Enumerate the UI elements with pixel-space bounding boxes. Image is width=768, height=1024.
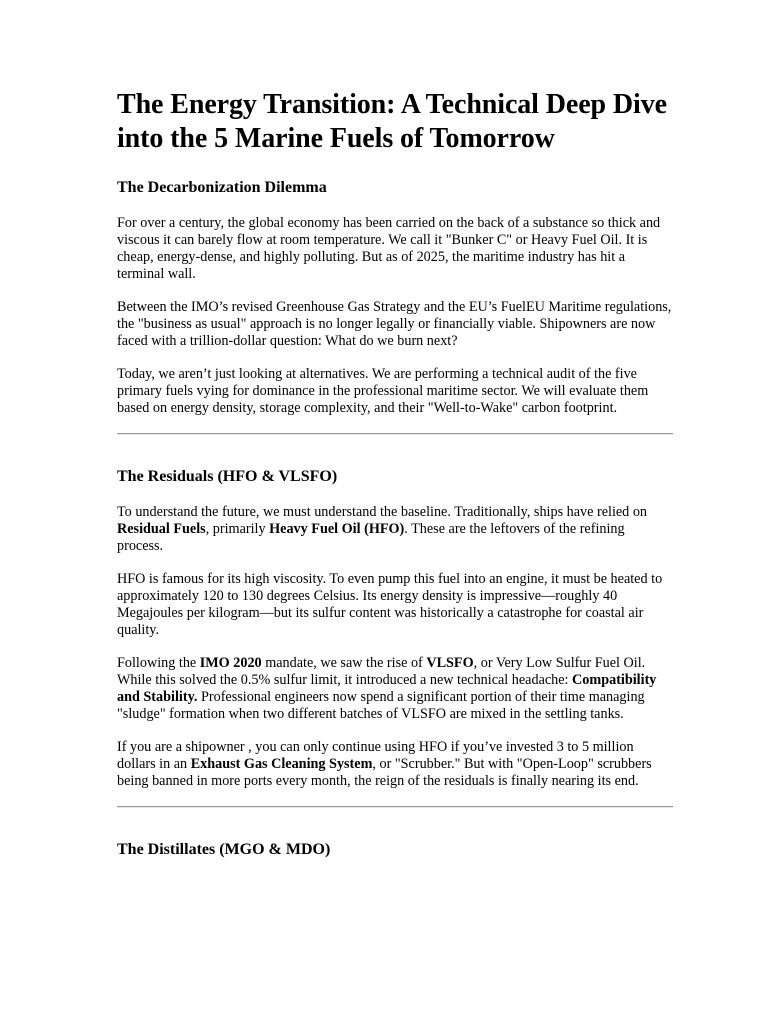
paragraph: Following the IMO 2020 mandate, we saw the rise of VLSFO, or Very Low Sulfur Fuel Oil. While this solved the 0.5% sulfur limit, it introduced a new technical headache: Compatibility and Stability. Professional engineers now spend a significant portion of their time managing "sludge" formation when two different batches of VLSFO are mixed in the settling tanks. [117,655,657,722]
section-divider [117,806,673,808]
paragraph: If you are a shipowner , you can only continue using HFO if you’ve invested 3 to 5 million dollars in an Exhaust Gas Cleaning System, or "Scrubber." But with "Open-Loop" scrubbers being banned in more ports every month, the reign of the residuals is finally nearing its end. [117,739,652,789]
bold-term: IMO 2020 [199,655,262,671]
paragraph: HFO is famous for its high viscosity. To even pump this fuel into an engine, it must be heated to approximately 120 to 130 degrees Celsius. Its energy density is impressive—roughly 40 Megajoules per kilogram—but its sulfur content was historically a catastrophe for coastal air quality. [117,571,663,638]
bold-term: Residual Fuels [117,521,206,537]
document-page [117,88,673,877]
bold-term: Exhaust Gas Cleaning System [190,756,373,772]
paragraph: Today, we aren’t just looking at alternatives. We are performing a technical audit of the five primary fuels vying for dominance in the professional maritime sector. We will evaluate them based on energy density, storage complexity, and their "Well-to-Wake" carbon footprint. [117,366,649,416]
bold-term: Compatibility and Stability. [117,672,657,705]
bold-term: VLSFO [426,655,474,671]
paragraph: Between the IMO’s revised Greenhouse Gas Strategy and the EU’s FuelEU Maritime regulations, the "business as usual" approach is no longer legally or financially viable. Shipowners are now faced with a trillion-dollar question: What do we burn next? [117,299,672,349]
article-title: The Energy Transition: A Technical Deep Dive into the 5 Marine Fuels of Tomorrow [117,89,667,154]
section-heading-decarbonization: The Decarbonization Dilemma [117,179,327,196]
bold-term: Heavy Fuel Oil (HFO) [269,521,405,537]
section-divider [117,433,673,435]
section-heading-residuals: The Residuals (HFO & VLSFO) [117,468,338,485]
paragraph: To understand the future, we must understand the baseline. Traditionally, ships have relied on Residual Fuels, primarily Heavy Fuel Oil (HFO). These are the leftovers of the refining process. [117,504,648,554]
section-heading-distillates: The Distillates (MGO & MDO) [117,841,331,858]
paragraph: For over a century, the global economy has been carried on the back of a substance so thick and viscous it can barely flow at room temperature. We call it "Bunker C" or Heavy Fuel Oil. It is cheap, energy-dense, and highly polluting. But as of 2025, the maritime industry has hit a terminal wall. [117,215,661,282]
